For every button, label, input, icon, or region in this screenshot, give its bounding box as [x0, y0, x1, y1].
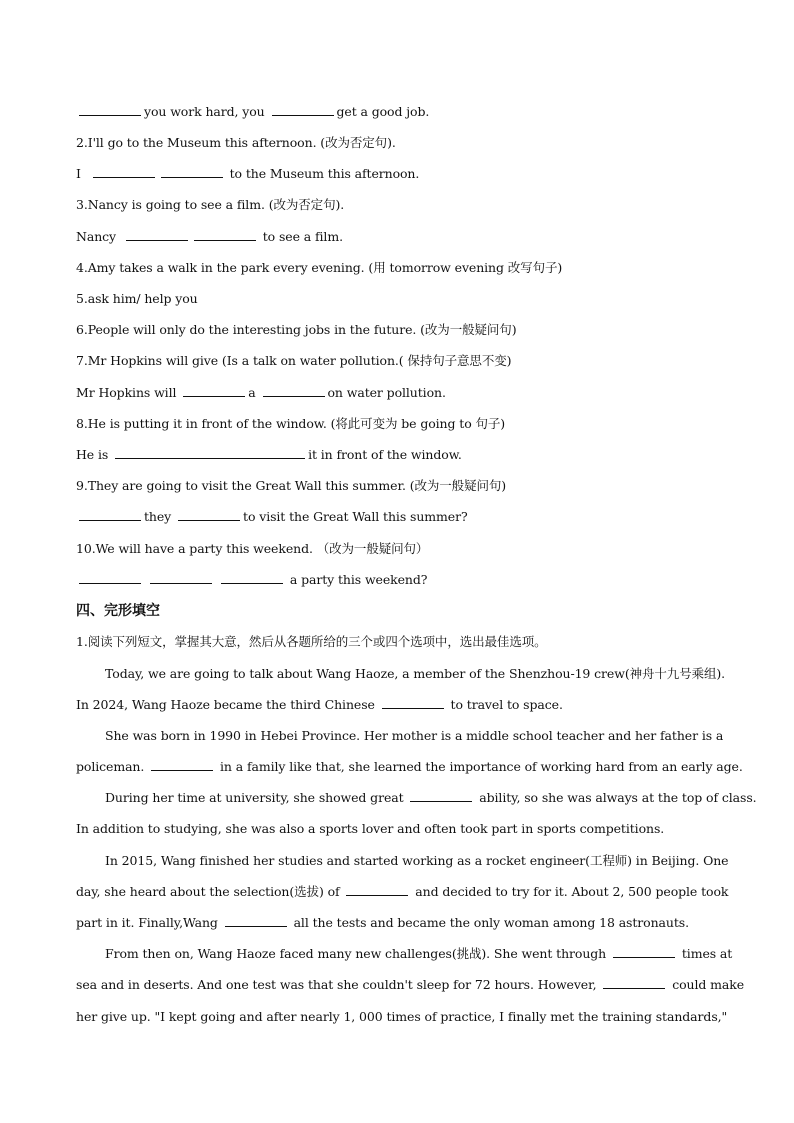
question-6: 6.People will only do the interesting jobs in the future. (改为一般疑问句) — [76, 322, 517, 337]
cloze-blank[interactable] — [613, 945, 675, 958]
cloze-line: During her time at university, she showed great ability, so she was always at the top of class. — [105, 790, 757, 805]
item-7-answer-line: Mr Hopkins will a on water pollution. — [76, 385, 446, 400]
cloze-instruction: 1.阅读下列短文，掌握其大意，然后从各题所给的三个或四个选项中，选出最佳选项。 — [76, 634, 547, 649]
cloze-line: day, she heard about the selection(选拔) of and decided to try for it. About 2, 500 people took — [76, 884, 729, 899]
question-3: 3.Nancy is going to see a film. (改为否定句). — [76, 197, 345, 212]
item-9-answer-line: they to visit the Great Wall this summer? — [76, 508, 736, 526]
answer-blank[interactable] — [150, 571, 212, 584]
question-7: 7.Mr Hopkins will give (Is a talk on water pollution.( 保持句子意思不变) — [76, 353, 512, 368]
answer-blank[interactable] — [183, 384, 245, 397]
cloze-blank[interactable] — [410, 789, 472, 802]
answer-blank[interactable] — [93, 165, 155, 178]
answer-blank[interactable] — [272, 103, 334, 116]
item-3-answer-line: Nancy to see a film. — [76, 229, 343, 244]
cloze-blank[interactable] — [151, 758, 213, 771]
answer-blank[interactable] — [126, 228, 188, 241]
item-10-answer-line: a party this weekend? — [76, 571, 736, 589]
answer-blank[interactable] — [263, 384, 325, 397]
cloze-blank[interactable] — [346, 883, 408, 896]
question-4: 4.Amy takes a walk in the park every evening. (用 tomorrow evening 改写句子) — [76, 260, 563, 275]
question-10: 10.We will have a party this weekend. （改为一般疑问句） — [76, 541, 429, 556]
cloze-line: She was born in 1990 in Hebei Province. Her mother is a middle school teacher and her father is a — [105, 728, 724, 743]
cloze-line: In 2024, Wang Haoze became the third Chinese to travel to space. — [76, 697, 563, 712]
cloze-line: From then on, Wang Haoze faced many new challenges(挑战). She went through times at — [105, 946, 733, 961]
cloze-line: In 2015, Wang finished her studies and started working as a rocket engineer(工程师) in Beijing. One — [105, 853, 729, 868]
section-heading: 四、完形填空 — [76, 603, 160, 619]
answer-blank[interactable] — [79, 103, 141, 116]
answer-blank[interactable] — [178, 508, 240, 521]
cloze-line: sea and in deserts. And one test was that she couldn't sleep for 72 hours. However, could make — [76, 977, 745, 992]
cloze-line: part in it. Finally,Wang all the tests and became the only woman among 18 astronauts. — [76, 915, 689, 930]
question-2: 2.I'll go to the Museum this afternoon. (改为否定句). — [76, 135, 396, 150]
answer-blank[interactable] — [115, 446, 305, 459]
answer-blank[interactable] — [161, 165, 223, 178]
cloze-blank[interactable] — [603, 976, 665, 989]
cloze-blank[interactable] — [382, 696, 444, 709]
cloze-blank[interactable] — [225, 914, 287, 927]
answer-blank[interactable] — [79, 508, 141, 521]
cloze-line: In addition to studying, she was also a sports lover and often took part in sports competitions. — [76, 821, 665, 836]
answer-blank[interactable] — [194, 228, 256, 241]
answer-blank[interactable] — [221, 571, 283, 584]
cloze-line: policeman. in a family like that, she learned the importance of working hard from an early age. — [76, 759, 743, 774]
cloze-line: Today, we are going to talk about Wang Haoze, a member of the Shenzhou-19 crew(神舟十九号乘组). — [105, 666, 726, 681]
answer-blank[interactable] — [79, 571, 141, 584]
question-5: 5.ask him/ help you — [76, 291, 198, 306]
item-1-answer-line: you work hard, you get a good job. — [76, 103, 736, 121]
question-9: 9.They are going to visit the Great Wall this summer. (改为一般疑问句) — [76, 478, 507, 493]
item-8-answer-line: He is it in front of the window. — [76, 447, 462, 462]
item-2-answer-line: I to the Museum this afternoon. — [76, 166, 420, 181]
question-8: 8.He is putting it in front of the window. (将此可变为 be going to 句子) — [76, 416, 506, 431]
cloze-line: her give up. "I kept going and after nearly 1, 000 times of practice, I finally met the training standards," — [76, 1009, 728, 1024]
